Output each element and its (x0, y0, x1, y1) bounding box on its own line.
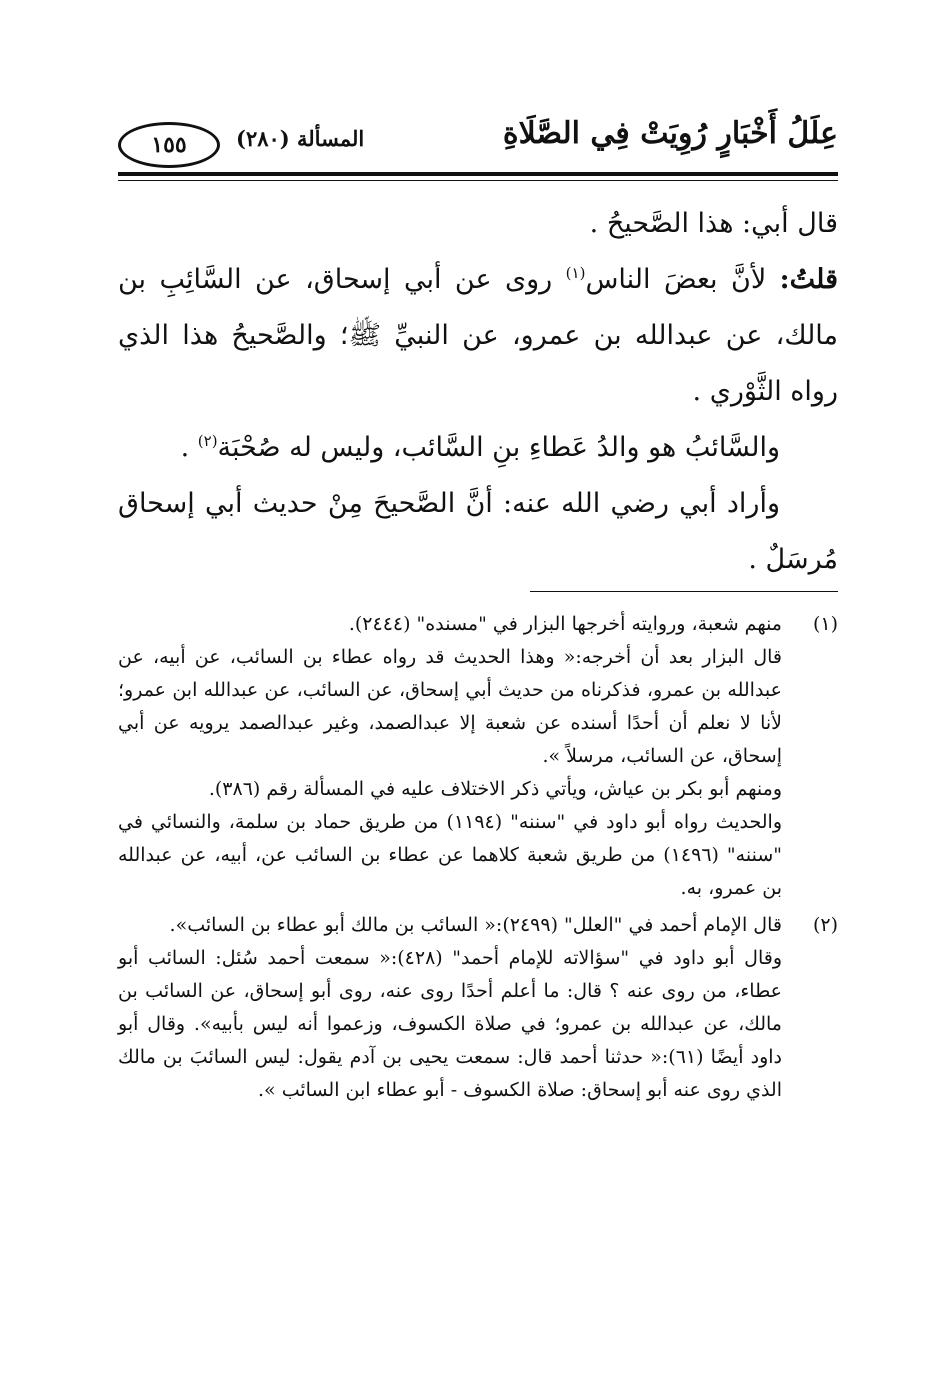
footnote (118, 909, 838, 1107)
main-text-segment: لأنَّ بعضَ الناس (585, 264, 767, 295)
qultu-lead: قلتُ: (779, 264, 838, 295)
main-text (118, 192, 838, 588)
main-text-segment: روى عن أبي إسحاق، عن السَّائِبِ بن مالك، عن عبدالله بن عمرو، عن النبيِّ ﷺ؛ والصَّحيحُ هذا الذي رواه الثَّوْري . (118, 264, 838, 407)
footnote-paragraph: منهم شعبة، وروايته أخرجها البزار في "مسنده" (٢٤٤٤). (348, 613, 782, 635)
issue-label: المسألة (٢٨٠) (236, 126, 365, 151)
main-paragraph-3 (118, 420, 838, 476)
footnote-paragraph: قال البزار بعد أن أخرجه:« وهذا الحديث قد رواه عطاء بن السائب، عن أبيه، عن عبدالله بن عمرو، فذكرناه من حديث أبي إسحاق، عن السائب، عن عبدالله ابن عمرو؛ لأنا لا نعلم أن أحدًا أسنده عن شعبة إلا عبدالصمد، وغير عبدالصمد يرويه عن أبي إسحاق، عن السائب، مرسلاً ». (118, 646, 782, 767)
footnotes (118, 608, 838, 1107)
footnote-number: (١) (812, 613, 838, 635)
header-rule-thin (118, 180, 838, 181)
footnote-paragraph: ومنهم أبو بكر بن عياش، ويأتي ذكر الاختلاف عليه في المسألة رقم (٣٨٦). (208, 778, 782, 800)
footnote-number: (٢) (812, 914, 838, 936)
main-line-1: قال أبي: هذا الصَّحيحُ . (589, 208, 838, 239)
page-header (118, 108, 838, 168)
main-text-segment: . (180, 432, 190, 463)
header-rule-thick (118, 172, 838, 176)
footnote-ref-1: (١) (565, 264, 586, 282)
main-paragraph-2 (118, 252, 838, 420)
footnote-paragraph: والحديث رواه أبو داود في "سننه" (١١٩٤) من طريق حماد بن سلمة، والنسائي في "سننه" (١٤٩٦) من طريق شعبة كلاهما عن عطاء بن السائب عن، أبيه، عن عبدالله بن عمرو، به. (118, 811, 783, 899)
footnote (118, 608, 838, 905)
main-paragraph-4: وأراد أبي رضي الله عنه: أنَّ الصَّحيحَ مِنْ حديث أبي إسحاق مُرسَلٌ . (118, 488, 838, 575)
footnote-paragraph: قال الإمام أحمد في "العلل" (٢٤٩٩):« السائب بن مالك أبو عطاء بن السائب». (169, 914, 782, 936)
footnote-separator (530, 591, 838, 592)
footnote-paragraph: وقال أبو داود في "سؤالاته للإمام أحمد" (٤٢٨):« سمعت أحمد سُئل: السائب أبو عطاء، من روى عنه ؟ قال: ما أعلم أحدًا روى عنه، روى أبو إسحاق، عن السائب بن مالك، عن عبدالله بن عمرو؛ في صلاة الكسوف، وزعموا أنه ليس بأبيه». وقال أبو داود أيضًا (٦١):« حدثنا أحمد قال: سمعت يحيى بن آدم يقول: ليس السائبَ بن مالك الذي روى عنه أبو إسحاق: صلاة الكسوف - أبو عطاء ابن السائب ». (118, 947, 782, 1101)
footnote-ref-2: (٢) (197, 432, 218, 450)
page-number: ١٥٥ (118, 122, 220, 168)
main-text-segment: والسَّائبُ هو والدُ عَطاءِ بنِ السَّائب، وليس له صُحْبَة (217, 432, 780, 463)
book-title: عِلَلُ أَخْبَارٍ رُوِيَتْ فِي الصَّلَاةِ (502, 116, 838, 151)
